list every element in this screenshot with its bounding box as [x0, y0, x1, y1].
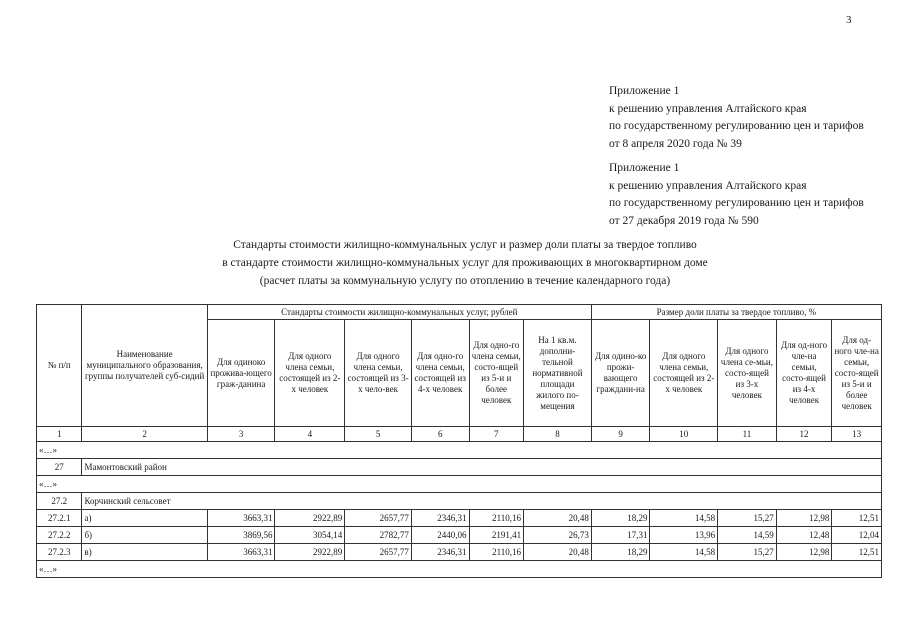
- value-cell: 12,04: [832, 527, 882, 544]
- value-cell: 3663,31: [207, 510, 275, 527]
- value-cell: 2346,31: [411, 544, 469, 561]
- subheader-cell: Для од-ного чле-на семьи, состо-ящей из 5-и и более человек: [832, 320, 882, 427]
- ellipsis: «…»: [37, 476, 882, 493]
- subheader-cell: Для одиноко прожива-ющего граж-данина: [207, 320, 275, 427]
- recipient-group: б): [82, 527, 207, 544]
- value-cell: 3869,56: [207, 527, 275, 544]
- value-cell: 2922,89: [275, 510, 345, 527]
- subheader-cell: Для одного члена семьи, состоящей из 2-х человек: [650, 320, 718, 427]
- value-cell: 12,51: [832, 544, 882, 561]
- table-header-group-row: [37, 305, 882, 320]
- ellipsis: «…»: [37, 442, 882, 459]
- subheader-cell: Для одино-ко прожи-вающего граждани-на: [591, 320, 650, 427]
- value-cell: 20,48: [524, 510, 592, 527]
- column-number: 10: [650, 427, 718, 442]
- col-name-header: Наименование муниципального образования, группы получателей суб-сидий: [82, 305, 207, 427]
- value-cell: 3054,14: [275, 527, 345, 544]
- value-cell: 14,58: [650, 544, 718, 561]
- column-number: 12: [776, 427, 832, 442]
- column-number: 13: [832, 427, 882, 442]
- recipient-group: в): [82, 544, 207, 561]
- page-number: 3: [846, 14, 852, 26]
- value-cell: 3663,31: [207, 544, 275, 561]
- subheader-cell: Для одно-го члена семьи, состоящей из 4-х человек: [411, 320, 469, 427]
- column-number-row: [37, 427, 882, 442]
- appendix-header-current: [609, 83, 864, 153]
- subheader-cell: На 1 кв.м. дополни-тельной нормативной площади жилого по-мещения: [524, 320, 592, 427]
- table-row: [37, 527, 882, 544]
- title-line: (расчет платы за коммунальную услугу по отоплению в течение календарного года): [259, 275, 671, 287]
- document-title: [120, 236, 810, 290]
- column-number: 8: [524, 427, 592, 442]
- value-cell: 2110,16: [469, 544, 524, 561]
- column-number: 9: [591, 427, 650, 442]
- column-number: 6: [411, 427, 469, 442]
- value-cell: 15,27: [718, 510, 777, 527]
- column-number: 4: [275, 427, 345, 442]
- value-cell: 12,48: [776, 527, 832, 544]
- table-row: [37, 510, 882, 527]
- appendix-line: к решению управления Алтайского края: [609, 102, 807, 115]
- value-cell: 18,29: [591, 510, 650, 527]
- district-name: Мамонтовский район: [82, 459, 882, 476]
- value-cell: 2191,41: [469, 527, 524, 544]
- subheader-cell: Для одного члена семьи, состоящей из 3-х чело-век: [345, 320, 412, 427]
- cost-standards-group-header: Стандарты стоимости жилищно-коммунальных услуг, рублей: [207, 305, 591, 320]
- appendix-line: от 27 декабря 2019 года № 590: [609, 214, 759, 227]
- value-cell: 12,51: [832, 510, 882, 527]
- value-cell: 2657,77: [345, 544, 412, 561]
- ellipsis-row: [37, 561, 882, 578]
- ellipsis: «…»: [37, 561, 882, 578]
- district-row: [37, 459, 882, 476]
- value-cell: 18,29: [591, 544, 650, 561]
- ellipsis-row: [37, 442, 882, 459]
- value-cell: 13,96: [650, 527, 718, 544]
- column-number: 1: [37, 427, 82, 442]
- row-number: 27: [37, 459, 82, 476]
- row-number: 27.2.1: [37, 510, 82, 527]
- value-cell: 2657,77: [345, 510, 412, 527]
- settlement-name: Корчинский сельсовет: [82, 493, 882, 510]
- settlement-row: [37, 493, 882, 510]
- row-number: 27.2: [37, 493, 82, 510]
- value-cell: 26,73: [524, 527, 592, 544]
- value-cell: 12,98: [776, 510, 832, 527]
- value-cell: 2440,06: [411, 527, 469, 544]
- value-cell: 12,98: [776, 544, 832, 561]
- row-number: 27.2.3: [37, 544, 82, 561]
- col-num-header: № п/п: [37, 305, 82, 427]
- value-cell: 14,58: [650, 510, 718, 527]
- value-cell: 17,31: [591, 527, 650, 544]
- value-cell: 15,27: [718, 544, 777, 561]
- subheader-cell: Для одного члена се-мьи, состо-ящей из 3-х человек: [718, 320, 777, 427]
- value-cell: 2782,77: [345, 527, 412, 544]
- subheader-cell: Для од-ного чле-на семьи, состо-ящей из 4-х человек: [776, 320, 832, 427]
- appendix-line: от 8 апреля 2020 года № 39: [609, 137, 742, 150]
- appendix-line: к решению управления Алтайского края: [609, 179, 807, 192]
- column-number: 2: [82, 427, 207, 442]
- column-number: 3: [207, 427, 275, 442]
- recipient-group: а): [82, 510, 207, 527]
- table-row: [37, 544, 882, 561]
- column-number: 7: [469, 427, 524, 442]
- appendix-line: Приложение 1: [609, 162, 680, 174]
- value-cell: 2110,16: [469, 510, 524, 527]
- value-cell: 14,59: [718, 527, 777, 544]
- row-number: 27.2.2: [37, 527, 82, 544]
- fuel-share-group-header: Размер доли платы за твердое топливо, %: [591, 305, 881, 320]
- value-cell: 2346,31: [411, 510, 469, 527]
- ellipsis-row: [37, 476, 882, 493]
- subheader-cell: Для одного члена семьи, состоящей из 2-х человек: [275, 320, 345, 427]
- column-number: 11: [718, 427, 777, 442]
- title-line: в стандарте стоимости жилищно-коммунальных услуг для проживающих в многоквартирном доме: [222, 257, 708, 269]
- appendix-line: по государственному регулированию цен и тарифов: [609, 120, 864, 132]
- appendix-line: по государственному регулированию цен и тарифов: [609, 197, 864, 209]
- subheader-cell: Для одно-го члена семьи, состо-ящей из 5-и и более человек: [469, 320, 524, 427]
- title-line: Стандарты стоимости жилищно-коммунальных услуг и размер доли платы за твердое топливо: [233, 239, 697, 251]
- appendix-line: Приложение 1: [609, 85, 680, 97]
- value-cell: 20,48: [524, 544, 592, 561]
- value-cell: 2922,89: [275, 544, 345, 561]
- column-number: 5: [345, 427, 412, 442]
- appendix-header-previous: [609, 160, 864, 230]
- standards-table: [36, 304, 882, 578]
